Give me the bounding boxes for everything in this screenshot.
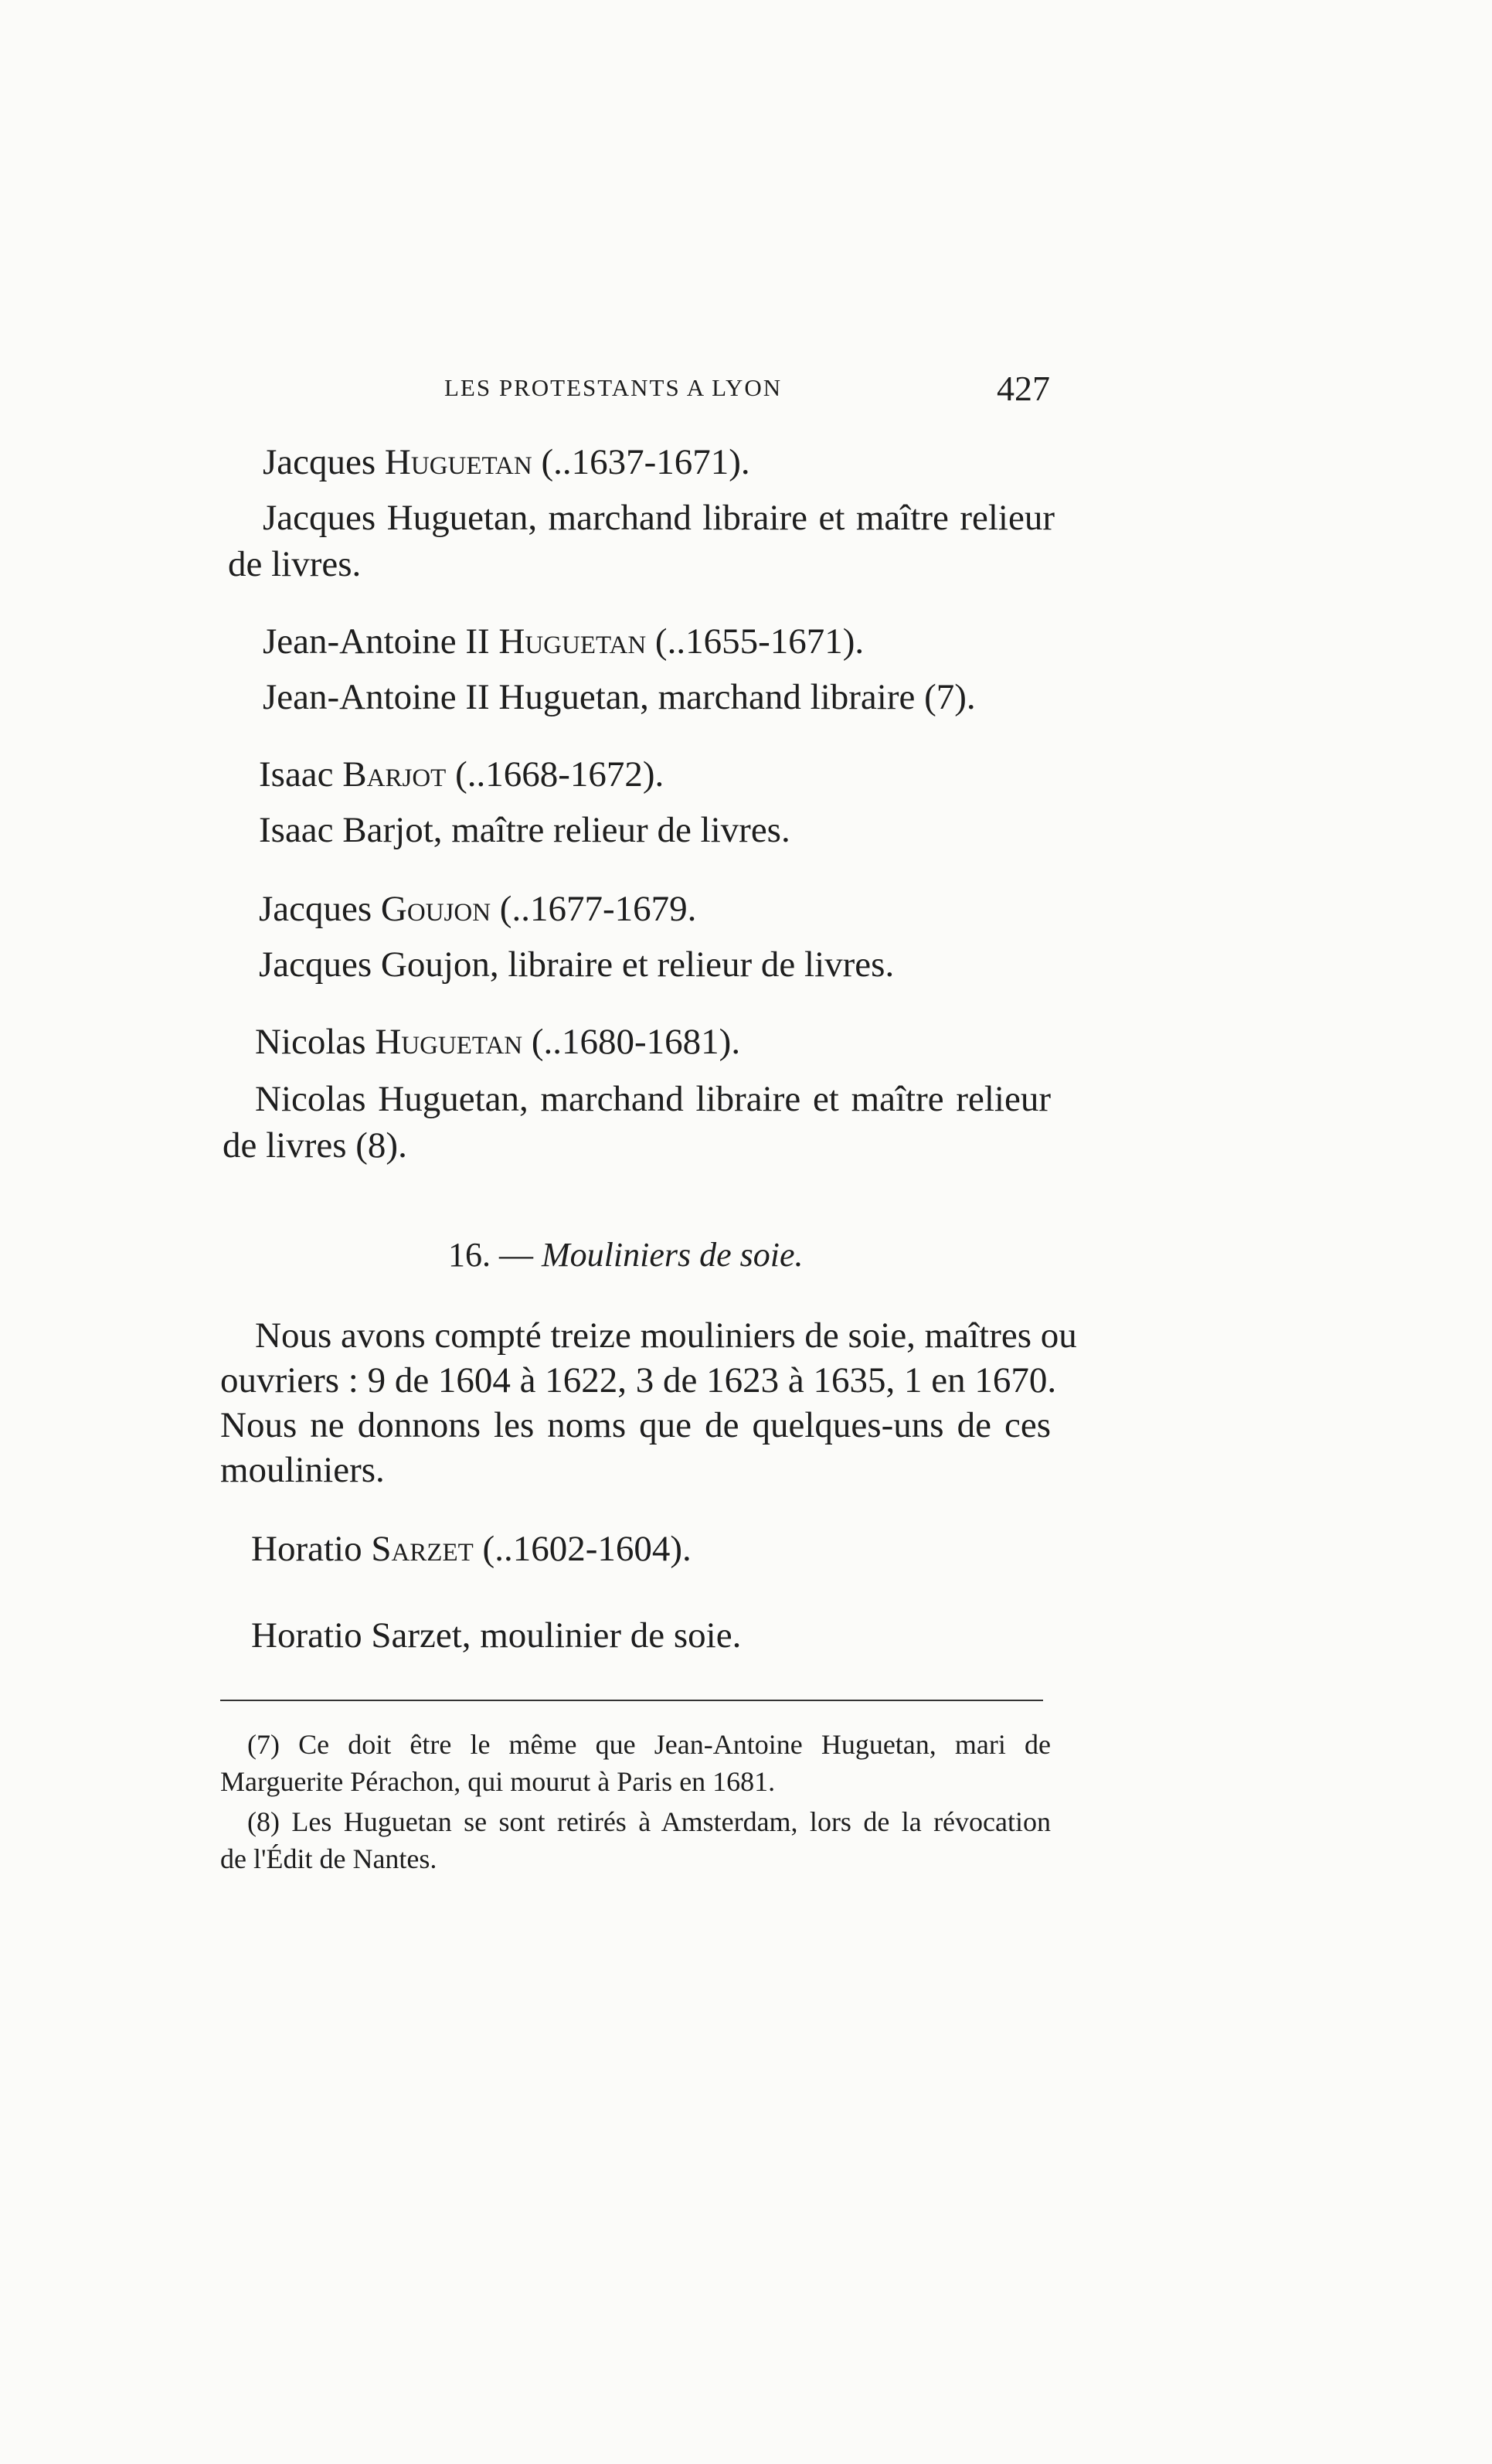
entry-description: Jacques Goujon, libraire et relieur de livres.: [259, 944, 895, 985]
footnote-7-cont: Marguerite Pérachon, qui mourut à Paris en 1681.: [220, 1766, 776, 1797]
paragraph-line: mouliniers.: [220, 1450, 385, 1490]
paragraph-line: ouvriers : 9 de 1604 à 1622, 3 de 1623 à 1635, 1 en 1670.: [220, 1360, 1057, 1400]
paragraph-line: Nous avons compté treize mouliniers de soie, maîtres ou: [255, 1315, 1077, 1356]
entry-description: Horatio Sarzet, moulinier de soie.: [251, 1615, 742, 1656]
surname: Huguetan: [498, 621, 647, 662]
footnote-8: (8) Les Huguetan se sont retirés à Amsterdam, lors de la révocation: [247, 1806, 1051, 1837]
entry-description: Jacques Huguetan, marchand libraire et maître relieur: [263, 498, 1055, 538]
entry-heading: Jean-Antoine II Huguetan (..1655-1671).: [263, 621, 865, 662]
entry-description-cont: de livres.: [228, 544, 362, 584]
surname: Barjot: [342, 754, 447, 795]
surname: Goujon: [380, 889, 491, 929]
entry-heading: Jacques Goujon (..1677-1679.: [259, 889, 697, 929]
entry-description: Isaac Barjot, maître relieur de livres.: [259, 810, 790, 850]
footnote-rule: [220, 1700, 1043, 1701]
section-number: 16. —: [448, 1236, 533, 1274]
page-number: 427: [997, 369, 1050, 408]
surname: Huguetan: [375, 1022, 523, 1062]
section-title: Mouliniers de soie.: [542, 1236, 804, 1274]
surname: Sarzet: [371, 1529, 474, 1569]
entry-description: Nicolas Huguetan, marchand libraire et maître relieur: [255, 1079, 1051, 1119]
running-title: LES PROTESTANTS A LYON: [444, 374, 783, 401]
entry-description-cont: de livres (8).: [223, 1125, 407, 1166]
section-heading: [448, 1235, 804, 1275]
paragraph-line: Nous ne donnons les noms que de quelques-uns de ces: [220, 1405, 1051, 1445]
entry-heading: Jacques Huguetan (..1637-1671).: [263, 442, 750, 482]
entry-heading: Horatio Sarzet (..1602-1604).: [251, 1529, 692, 1569]
footnote-8-cont: de l'Édit de Nantes.: [220, 1843, 437, 1874]
entry-heading: Nicolas Huguetan (..1680-1681).: [255, 1022, 741, 1062]
entry-description: Jean-Antoine II Huguetan, marchand libraire (7).: [263, 677, 976, 717]
entry-heading: Isaac Barjot (..1668-1672).: [259, 754, 664, 795]
footnote-7: (7) Ce doit être le même que Jean-Antoine Huguetan, mari de: [247, 1729, 1051, 1760]
surname: Huguetan: [384, 442, 532, 482]
